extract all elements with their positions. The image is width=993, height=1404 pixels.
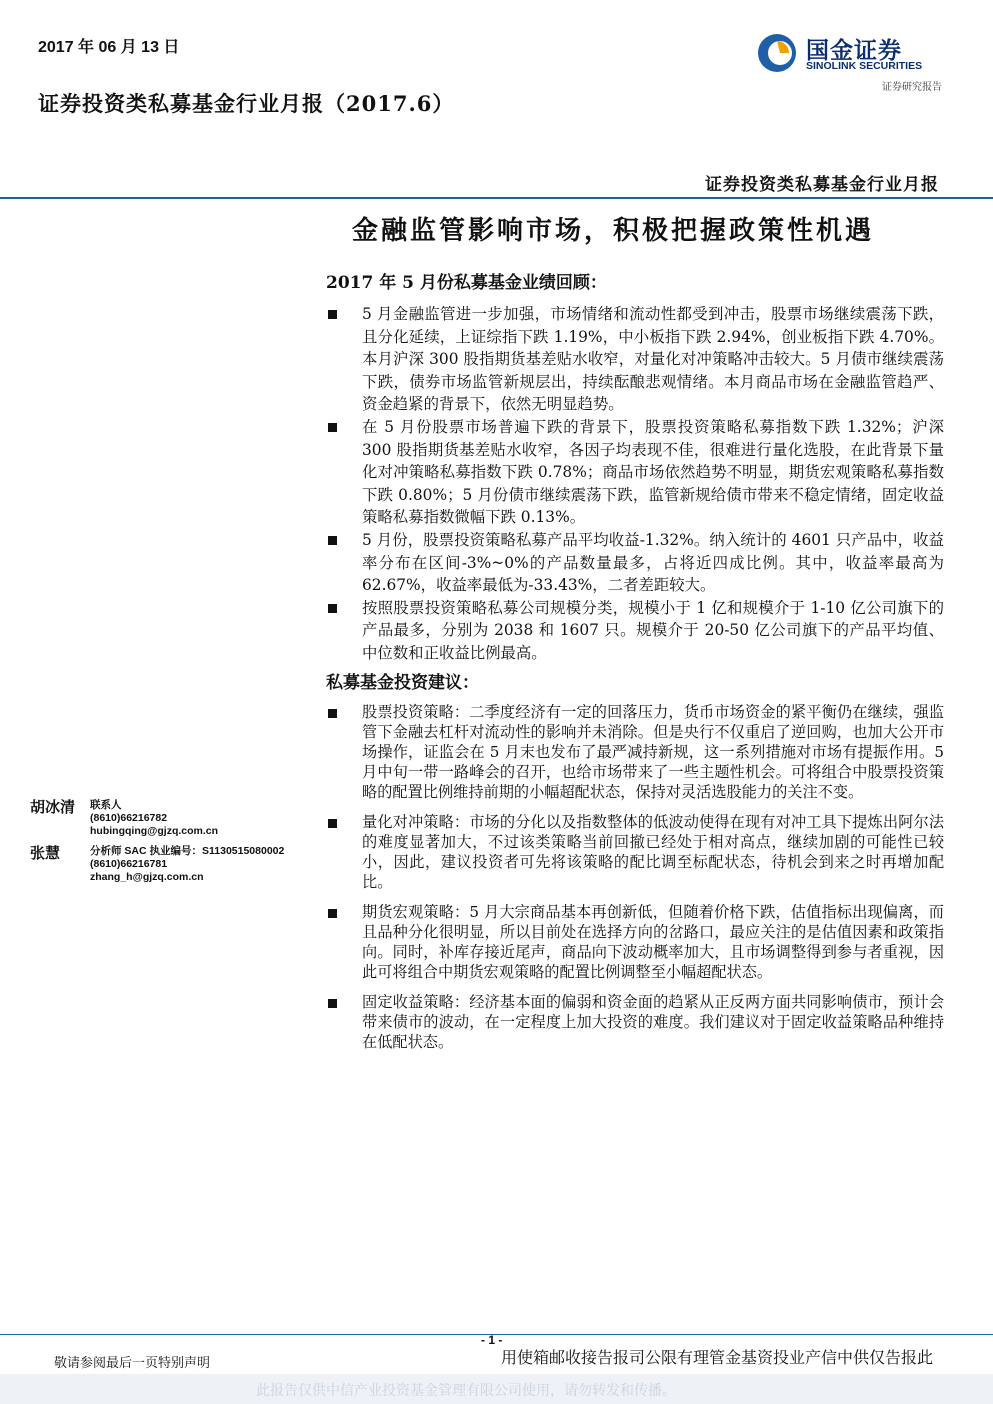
square-bullet-icon [328, 604, 337, 613]
analyst-contact: 联系人 (8610)66216782 hubingqing@gjzq.com.cn [90, 799, 219, 837]
headline: 金融监管影响市场，积极把握政策性机遇 [352, 216, 875, 246]
watermark-text: 此报告仅供中信产业投资基金管理有限公司使用，请勿转发和传播。 [256, 1383, 676, 1399]
bullet-item: 固定收益策略：经济基本面的偏弱和资金面的趋紧从正反两方面共同影响债市，预计会带来债市的波动，在一定程度上加大投资的难度。我们建议对于固定收益策略品种维持在低配状态。 [326, 992, 944, 1052]
company-logo [756, 30, 956, 96]
section-title-advice: 私募基金投资建议： [326, 673, 479, 693]
series-label: 证券投资类私募基金行业月报 [705, 175, 939, 195]
footer-usage-text: 用使箱邮收接告报司公限有理管金基资投业产信中供仅告报此 [500, 1348, 933, 1367]
bullet-item: 在 5 月份股票市场普遍下跌的背景下，股票投资策略私募指数下跌 1.32%；沪深 300 股指期货基差贴水收窄，各因子均表现不佳，很难进行量化选股，在此背景下量化对冲策略私募指数下跌 0.78%；商品市场依然趋势不明显，期货宏观策略私募指数下跌 0.80%；5 月份债市继续震荡下跌，监管新规给债市带来不稳定情绪，固定收益策略私募指数微幅下跌 0.13%。 [326, 416, 944, 529]
report-title: 证券投资类私募基金行业月报（2017.6） [38, 91, 455, 116]
review-bullet-list [326, 303, 944, 665]
report-date: 2017 年 06 月 13 日 [38, 39, 180, 56]
bullet-item: 5 月份，股票投资策略私募产品平均收益-1.32%。纳入统计的 4601 只产品中，收益率分布在区间-3%~0%的产品数量最多，占将近四成比例。其中，收益率最高为 62.67%，收益率最低为-33.43%，二者差距较大。 [326, 529, 944, 597]
section-title-review: 2017 年 5 月份私募基金业绩回顾： [326, 273, 607, 293]
bullet-item: 期货宏观策略：5 月大宗商品基本再创新低，但随着价格下跌，估值指标出现偏离，而且品种分化很明显，所以目前处在选择方向的岔路口，最应关注的是估值因素和政策指向。同时，补库存接近尾声，商品向下波动概率加大，且市场调整得到参与者重视，因此可将组合中期货宏观策略的配置比例调整至小幅超配状态。 [326, 902, 944, 982]
square-bullet-icon [328, 536, 337, 545]
analyst-name: 胡冰清 [30, 798, 76, 816]
bullet-item: 5 月金融监管进一步加强，市场情绪和流动性都受到冲击，股票市场继续震荡下跌，且分化延续，上证综指下跌 1.19%，中小板指下跌 2.94%，创业板指下跌 4.70%。本月沪深 300 股指期货基差贴水收窄，对量化对冲策略冲击较大。5 月债市继续震荡下跌，债券市场监管新规层出，持续酝酿悲观情绪。本月商品市场在金融监管趋严、资金趋紧的背景下，依然无明显趋势。 [326, 303, 944, 416]
bullet-item: 股票投资策略：二季度经济有一定的回落压力，货币市场资金的紧平衡仍在继续，强监管下金融去杠杆对流动性的影响并未消除。但是央行不仅重启了逆回购，也加大公开市场操作，证监会在 5 月末也发布了最严减持新规，这一系列措施对市场有提振作用。5 月中旬一带一路峰会的召开，也给市场带来了一些主题性机会。可将组合中股票投资策略的配置比例维持前期的小幅超配状态，保持对灵活选股能力的关注不变。 [326, 702, 944, 802]
analyst-email: zhang_h@gjzq.com.cn [90, 871, 204, 883]
analyst-contact: 分析师 SAC 执业编号：S1130515080002 (8610)66216781 zhang_h@gjzq.com.cn [90, 845, 285, 883]
square-bullet-icon [328, 909, 337, 918]
square-bullet-icon [328, 709, 337, 718]
logo-subtitle: 证券研究报告 [882, 82, 942, 93]
sinolink-logo-icon [756, 32, 798, 74]
analyst-email: hubingqing@gjzq.com.cn [90, 825, 219, 837]
analyst-name: 张慧 [30, 844, 61, 862]
logo-chinese-name: 国金证券 [806, 38, 902, 64]
logo-english-name: SINOLINK SECURITIES [806, 60, 923, 72]
square-bullet-icon [328, 999, 337, 1008]
bullet-item: 按照股票投资策略私募公司规模分类，规模小于 1 亿和规模介于 1-10 亿公司旗下的产品最多，分别为 2038 和 1607 只。规模介于 20-50 亿公司旗下的产品平均值、中位数和正收益比例最高。 [326, 597, 944, 665]
square-bullet-icon [328, 819, 337, 828]
page-number: - 1 - [481, 1333, 503, 1347]
header-divider [0, 197, 993, 199]
square-bullet-icon [328, 310, 337, 319]
advice-bullet-list [326, 702, 944, 1062]
square-bullet-icon [328, 423, 337, 432]
bullet-item: 量化对冲策略：市场的分化以及指数整体的低波动使得在现有对冲工具下提炼出阿尔法的难度显著加大，不过该类策略当前回撤已经处于相对高点，继续加剧的可能性已较小，因此，建议投资者可先将该策略的配比调至标配状态，待机会到来之时再增加配比。 [326, 812, 944, 892]
disclaimer-notice: 敬请参阅最后一页特别声明 [54, 1356, 211, 1371]
